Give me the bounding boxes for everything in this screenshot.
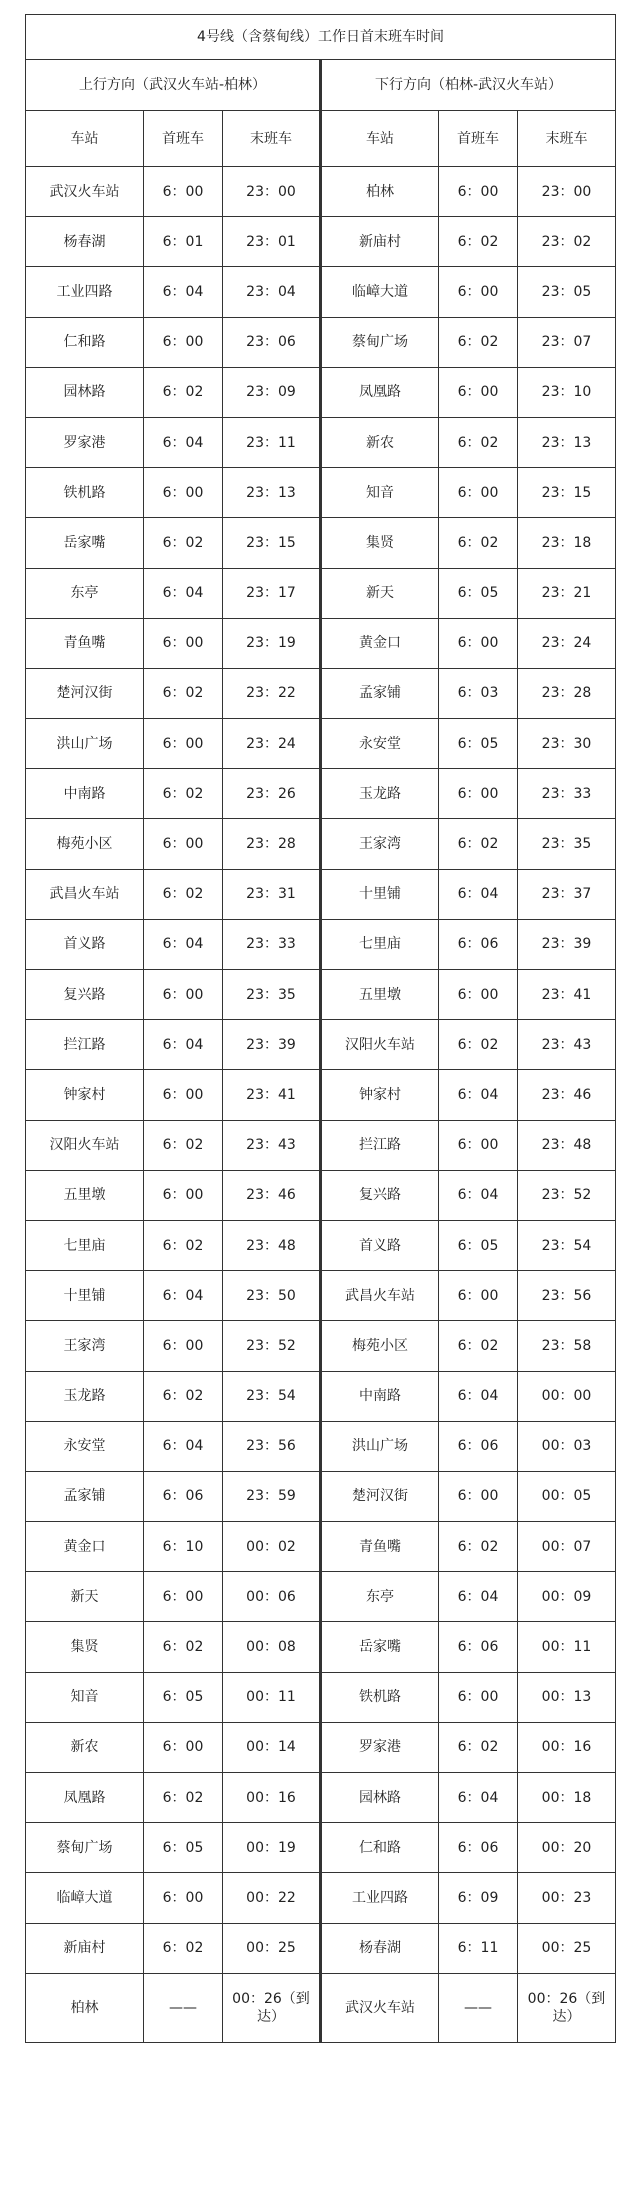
up-first-cell: 6：00: [144, 1070, 223, 1120]
down-first-cell: 6：05: [439, 1220, 518, 1270]
table-row: [26, 1773, 616, 1823]
down-first-cell: 6：00: [439, 618, 518, 668]
down-first-cell: 6：04: [439, 869, 518, 919]
up-first-cell: 6：04: [144, 919, 223, 969]
down-last-cell: 23：24: [518, 618, 616, 668]
down-first-cell: 6：03: [439, 668, 518, 718]
up-last-cell: 23：28: [223, 819, 321, 869]
up-last-cell: 23：56: [223, 1421, 321, 1471]
down-first-cell: 6：00: [439, 1271, 518, 1321]
down-station-cell: 中南路: [321, 1371, 439, 1421]
down-station-cell: 武汉火车站: [321, 1973, 439, 2042]
down-last-cell: 23：43: [518, 1020, 616, 1070]
up-last-cell: 23：54: [223, 1371, 321, 1421]
up-last-cell: 00：06: [223, 1572, 321, 1622]
up-last-cell: 00：26（到达）: [223, 1973, 321, 2042]
up-first-cell: 6：00: [144, 1572, 223, 1622]
table-row: [26, 769, 616, 819]
down-station-cell: 仁和路: [321, 1823, 439, 1873]
timetable-body: [26, 15, 616, 2043]
up-first-cell: 6：00: [144, 970, 223, 1020]
up-first-cell: 6：02: [144, 1622, 223, 1672]
up-last-cell: 00：22: [223, 1873, 321, 1923]
down-last-cell: 23：56: [518, 1271, 616, 1321]
up-station-cell: 铁机路: [26, 468, 144, 518]
up-station-cell: 新农: [26, 1722, 144, 1772]
up-last-cell: 23：15: [223, 518, 321, 568]
up-station-cell: 五里墩: [26, 1170, 144, 1220]
down-station-cell: 新庙村: [321, 217, 439, 267]
down-station-cell: 钟家村: [321, 1070, 439, 1120]
down-first-cell: 6：02: [439, 1321, 518, 1371]
down-station-cell: 黄金口: [321, 618, 439, 668]
up-first-cell: 6：00: [144, 1321, 223, 1371]
down-first-cell: 6：00: [439, 167, 518, 217]
down-first-cell: 6：04: [439, 1170, 518, 1220]
up-first-cell: 6：02: [144, 1371, 223, 1421]
down-station-cell: 首义路: [321, 1220, 439, 1270]
down-first-cell: 6：00: [439, 367, 518, 417]
up-first-cell: 6：00: [144, 618, 223, 668]
table-row: [26, 819, 616, 869]
down-first-cell: 6：02: [439, 819, 518, 869]
table-row: [26, 1120, 616, 1170]
table-row: [26, 1823, 616, 1873]
up-station-cell: 玉龙路: [26, 1371, 144, 1421]
down-station-cell: 洪山广场: [321, 1421, 439, 1471]
down-station-cell: 东亭: [321, 1572, 439, 1622]
down-first-cell: 6：06: [439, 1823, 518, 1873]
up-station-cell: 黄金口: [26, 1522, 144, 1572]
down-station-cell: 岳家嘴: [321, 1622, 439, 1672]
down-first-cell: 6：02: [439, 1522, 518, 1572]
down-first-cell: 6：04: [439, 1572, 518, 1622]
table-row: [26, 1321, 616, 1371]
down-station-cell: 青鱼嘴: [321, 1522, 439, 1572]
up-direction-label: 上行方向（武汉火车站-柏林）: [26, 60, 321, 111]
down-last-cell: 23：41: [518, 970, 616, 1020]
up-station-cell: 仁和路: [26, 317, 144, 367]
down-station-cell: 新农: [321, 417, 439, 467]
down-station-cell: 梅苑小区: [321, 1321, 439, 1371]
up-first-cell: 6：04: [144, 1020, 223, 1070]
down-first-cell: 6：00: [439, 769, 518, 819]
up-first-cell: 6：02: [144, 1120, 223, 1170]
down-first-cell: 6：00: [439, 1672, 518, 1722]
up-station-cell: 梅苑小区: [26, 819, 144, 869]
down-last-cell: 23：05: [518, 267, 616, 317]
down-station-cell: 柏林: [321, 167, 439, 217]
column-header-row: [26, 111, 616, 167]
up-last-cell: 00：02: [223, 1522, 321, 1572]
up-last-cell: 23：41: [223, 1070, 321, 1120]
down-last-cell: 23：35: [518, 819, 616, 869]
down-first-cell: 6：06: [439, 1622, 518, 1672]
up-first-cell: 6：02: [144, 1220, 223, 1270]
up-first-cell: 6：02: [144, 367, 223, 417]
table-row: [26, 1421, 616, 1471]
table-row: [26, 1622, 616, 1672]
up-first-cell: 6：00: [144, 1722, 223, 1772]
table-row: [26, 1923, 616, 1973]
down-station-cell: 新天: [321, 568, 439, 618]
up-station-cell: 凤凰路: [26, 1773, 144, 1823]
up-last-cell: 23：04: [223, 267, 321, 317]
table-row: [26, 217, 616, 267]
title-row: [26, 15, 616, 60]
down-first-cell: 6：04: [439, 1070, 518, 1120]
table-row: [26, 267, 616, 317]
down-direction-label: 下行方向（柏林-武汉火车站）: [321, 60, 616, 111]
up-station-cell: 工业四路: [26, 267, 144, 317]
table-row: [26, 618, 616, 668]
up-last-cell: 23：48: [223, 1220, 321, 1270]
up-station-cell: 楚河汉街: [26, 668, 144, 718]
down-first-cell: 6：09: [439, 1873, 518, 1923]
up-station-cell: 汉阳火车站: [26, 1120, 144, 1170]
down-first-cell: 6：06: [439, 919, 518, 969]
up-station-cell: 拦江路: [26, 1020, 144, 1070]
down-last-cell: 23：00: [518, 167, 616, 217]
down-last-cell: 23：52: [518, 1170, 616, 1220]
down-first-cell: 6：11: [439, 1923, 518, 1973]
up-last-cell: 23：31: [223, 869, 321, 919]
table-row: [26, 1471, 616, 1521]
up-first-cell: 6：00: [144, 719, 223, 769]
table-row: [26, 869, 616, 919]
up-station-cell: 钟家村: [26, 1070, 144, 1120]
direction-row: [26, 60, 616, 111]
down-station-cell: 临嶂大道: [321, 267, 439, 317]
up-first-cell: 6：00: [144, 1873, 223, 1923]
down-last-cell: 23：33: [518, 769, 616, 819]
down-last-cell: 23：58: [518, 1321, 616, 1371]
up-last-cell: 23：33: [223, 919, 321, 969]
up-station-cell: 十里铺: [26, 1271, 144, 1321]
up-station-cell: 复兴路: [26, 970, 144, 1020]
down-first-cell: 6：05: [439, 719, 518, 769]
down-first-cell: 6：00: [439, 970, 518, 1020]
up-station-cell: 临嶂大道: [26, 1873, 144, 1923]
up-station-cell: 青鱼嘴: [26, 618, 144, 668]
up-station-cell: 集贤: [26, 1622, 144, 1672]
up-last-cell: 23：17: [223, 568, 321, 618]
up-station-cell: 中南路: [26, 769, 144, 819]
down-first-cell: 6：00: [439, 1120, 518, 1170]
down-last-cell: 00：26（到达）: [518, 1973, 616, 2042]
table-row: [26, 1020, 616, 1070]
up-last-cell: 23：26: [223, 769, 321, 819]
up-last-cell: 23：11: [223, 417, 321, 467]
up-station-cell: 罗家港: [26, 417, 144, 467]
down-last-cell: 00：20: [518, 1823, 616, 1873]
up-first-cell: 6：00: [144, 1170, 223, 1220]
table-row: [26, 719, 616, 769]
table-row: [26, 1873, 616, 1923]
up-last-cell: 00：25: [223, 1923, 321, 1973]
up-last-cell: 23：06: [223, 317, 321, 367]
down-station-cell: 武昌火车站: [321, 1271, 439, 1321]
down-station-header: 车站: [321, 111, 439, 167]
down-first-cell: 6：02: [439, 518, 518, 568]
up-station-cell: 东亭: [26, 568, 144, 618]
up-station-header: 车站: [26, 111, 144, 167]
up-station-cell: 岳家嘴: [26, 518, 144, 568]
up-station-cell: 洪山广场: [26, 719, 144, 769]
up-last-cell: 00：08: [223, 1622, 321, 1672]
up-station-cell: 七里庙: [26, 1220, 144, 1270]
down-last-cell: 23：02: [518, 217, 616, 267]
table-row: [26, 1973, 616, 2042]
up-first-cell: 6：04: [144, 1421, 223, 1471]
table-row: [26, 668, 616, 718]
table-row: [26, 919, 616, 969]
up-first-cell: 6：01: [144, 217, 223, 267]
down-station-cell: 工业四路: [321, 1873, 439, 1923]
table-title: 4号线（含蔡甸线）工作日首末班车时间: [26, 15, 616, 60]
table-row: [26, 1371, 616, 1421]
down-first-cell: 6：02: [439, 417, 518, 467]
down-station-cell: 玉龙路: [321, 769, 439, 819]
down-station-cell: 杨春湖: [321, 1923, 439, 1973]
up-station-cell: 柏林: [26, 1973, 144, 2042]
down-first-cell: 6：02: [439, 317, 518, 367]
down-station-cell: 复兴路: [321, 1170, 439, 1220]
up-last-cell: 23：39: [223, 1020, 321, 1070]
table-row: [26, 1572, 616, 1622]
down-station-cell: 拦江路: [321, 1120, 439, 1170]
table-row: [26, 167, 616, 217]
up-first-cell: 6：00: [144, 167, 223, 217]
down-station-cell: 汉阳火车站: [321, 1020, 439, 1070]
down-station-cell: 凤凰路: [321, 367, 439, 417]
down-station-cell: 永安堂: [321, 719, 439, 769]
down-first-cell: 6：06: [439, 1421, 518, 1471]
down-last-cell: 00：18: [518, 1773, 616, 1823]
up-station-cell: 首义路: [26, 919, 144, 969]
down-station-cell: 知音: [321, 468, 439, 518]
up-first-header: 首班车: [144, 111, 223, 167]
timetable: [25, 14, 616, 2043]
down-station-cell: 五里墩: [321, 970, 439, 1020]
down-station-cell: 罗家港: [321, 1722, 439, 1772]
down-station-cell: 七里庙: [321, 919, 439, 969]
up-last-header: 末班车: [223, 111, 321, 167]
up-last-cell: 23：52: [223, 1321, 321, 1371]
up-station-cell: 园林路: [26, 367, 144, 417]
up-last-cell: 23：00: [223, 167, 321, 217]
up-first-cell: 6：02: [144, 518, 223, 568]
down-first-cell: 6：00: [439, 267, 518, 317]
down-last-cell: 00：05: [518, 1471, 616, 1521]
down-first-header: 首班车: [439, 111, 518, 167]
down-station-cell: 孟家铺: [321, 668, 439, 718]
up-last-cell: 23：01: [223, 217, 321, 267]
table-row: [26, 468, 616, 518]
up-first-cell: 6：02: [144, 668, 223, 718]
up-last-cell: 23：43: [223, 1120, 321, 1170]
down-last-cell: 23：46: [518, 1070, 616, 1120]
up-last-cell: 23：35: [223, 970, 321, 1020]
up-first-cell: 6：05: [144, 1672, 223, 1722]
down-first-cell: ——: [439, 1973, 518, 2042]
up-station-cell: 王家湾: [26, 1321, 144, 1371]
up-first-cell: 6：00: [144, 468, 223, 518]
table-row: [26, 518, 616, 568]
up-last-cell: 23：09: [223, 367, 321, 417]
down-last-cell: 00：03: [518, 1421, 616, 1471]
down-last-cell: 00：09: [518, 1572, 616, 1622]
down-first-cell: 6：02: [439, 1020, 518, 1070]
up-first-cell: 6：04: [144, 568, 223, 618]
table-row: [26, 1170, 616, 1220]
up-first-cell: 6：02: [144, 769, 223, 819]
down-last-cell: 23：37: [518, 869, 616, 919]
down-last-cell: 00：16: [518, 1722, 616, 1772]
up-last-cell: 23：50: [223, 1271, 321, 1321]
down-last-header: 末班车: [518, 111, 616, 167]
down-first-cell: 6：05: [439, 568, 518, 618]
down-last-cell: 23：18: [518, 518, 616, 568]
down-last-cell: 00：07: [518, 1522, 616, 1572]
table-row: [26, 367, 616, 417]
down-first-cell: 6：04: [439, 1371, 518, 1421]
up-first-cell: ——: [144, 1973, 223, 2042]
down-last-cell: 23：39: [518, 919, 616, 969]
up-station-cell: 新庙村: [26, 1923, 144, 1973]
table-row: [26, 1722, 616, 1772]
down-first-cell: 6：02: [439, 1722, 518, 1772]
down-last-cell: 23：10: [518, 367, 616, 417]
up-last-cell: 23：19: [223, 618, 321, 668]
up-station-cell: 杨春湖: [26, 217, 144, 267]
down-last-cell: 00：00: [518, 1371, 616, 1421]
up-station-cell: 永安堂: [26, 1421, 144, 1471]
down-last-cell: 23：21: [518, 568, 616, 618]
up-last-cell: 23：13: [223, 468, 321, 518]
up-last-cell: 00：14: [223, 1722, 321, 1772]
table-row: [26, 1070, 616, 1120]
up-first-cell: 6：02: [144, 1773, 223, 1823]
down-station-cell: 楚河汉街: [321, 1471, 439, 1521]
table-row: [26, 970, 616, 1020]
down-first-cell: 6：00: [439, 1471, 518, 1521]
timetable-sheet: [25, 14, 615, 2043]
down-last-cell: 23：30: [518, 719, 616, 769]
down-station-cell: 铁机路: [321, 1672, 439, 1722]
down-station-cell: 十里铺: [321, 869, 439, 919]
down-station-cell: 集贤: [321, 518, 439, 568]
down-last-cell: 23：15: [518, 468, 616, 518]
down-first-cell: 6：00: [439, 468, 518, 518]
up-first-cell: 6：04: [144, 1271, 223, 1321]
down-last-cell: 23：07: [518, 317, 616, 367]
up-last-cell: 23：59: [223, 1471, 321, 1521]
up-first-cell: 6：00: [144, 819, 223, 869]
up-station-cell: 武昌火车站: [26, 869, 144, 919]
up-station-cell: 知音: [26, 1672, 144, 1722]
up-station-cell: 武汉火车站: [26, 167, 144, 217]
table-row: [26, 417, 616, 467]
down-station-cell: 蔡甸广场: [321, 317, 439, 367]
up-first-cell: 6：10: [144, 1522, 223, 1572]
up-first-cell: 6：06: [144, 1471, 223, 1521]
table-row: [26, 1220, 616, 1270]
up-first-cell: 6：04: [144, 417, 223, 467]
up-station-cell: 孟家铺: [26, 1471, 144, 1521]
table-row: [26, 1271, 616, 1321]
table-row: [26, 1522, 616, 1572]
down-station-cell: 王家湾: [321, 819, 439, 869]
down-last-cell: 23：28: [518, 668, 616, 718]
up-last-cell: 23：46: [223, 1170, 321, 1220]
table-row: [26, 317, 616, 367]
up-last-cell: 00：16: [223, 1773, 321, 1823]
up-station-cell: 蔡甸广场: [26, 1823, 144, 1873]
up-last-cell: 23：24: [223, 719, 321, 769]
down-last-cell: 00：23: [518, 1873, 616, 1923]
table-row: [26, 568, 616, 618]
down-last-cell: 23：48: [518, 1120, 616, 1170]
down-first-cell: 6：04: [439, 1773, 518, 1823]
down-first-cell: 6：02: [439, 217, 518, 267]
down-last-cell: 00：13: [518, 1672, 616, 1722]
down-station-cell: 园林路: [321, 1773, 439, 1823]
down-last-cell: 00：25: [518, 1923, 616, 1973]
up-first-cell: 6：00: [144, 317, 223, 367]
down-last-cell: 00：11: [518, 1622, 616, 1672]
down-last-cell: 23：13: [518, 417, 616, 467]
up-last-cell: 23：22: [223, 668, 321, 718]
up-first-cell: 6：02: [144, 1923, 223, 1973]
up-last-cell: 00：11: [223, 1672, 321, 1722]
table-row: [26, 1672, 616, 1722]
up-station-cell: 新天: [26, 1572, 144, 1622]
up-first-cell: 6：04: [144, 267, 223, 317]
up-last-cell: 00：19: [223, 1823, 321, 1873]
up-first-cell: 6：05: [144, 1823, 223, 1873]
down-last-cell: 23：54: [518, 1220, 616, 1270]
up-first-cell: 6：02: [144, 869, 223, 919]
